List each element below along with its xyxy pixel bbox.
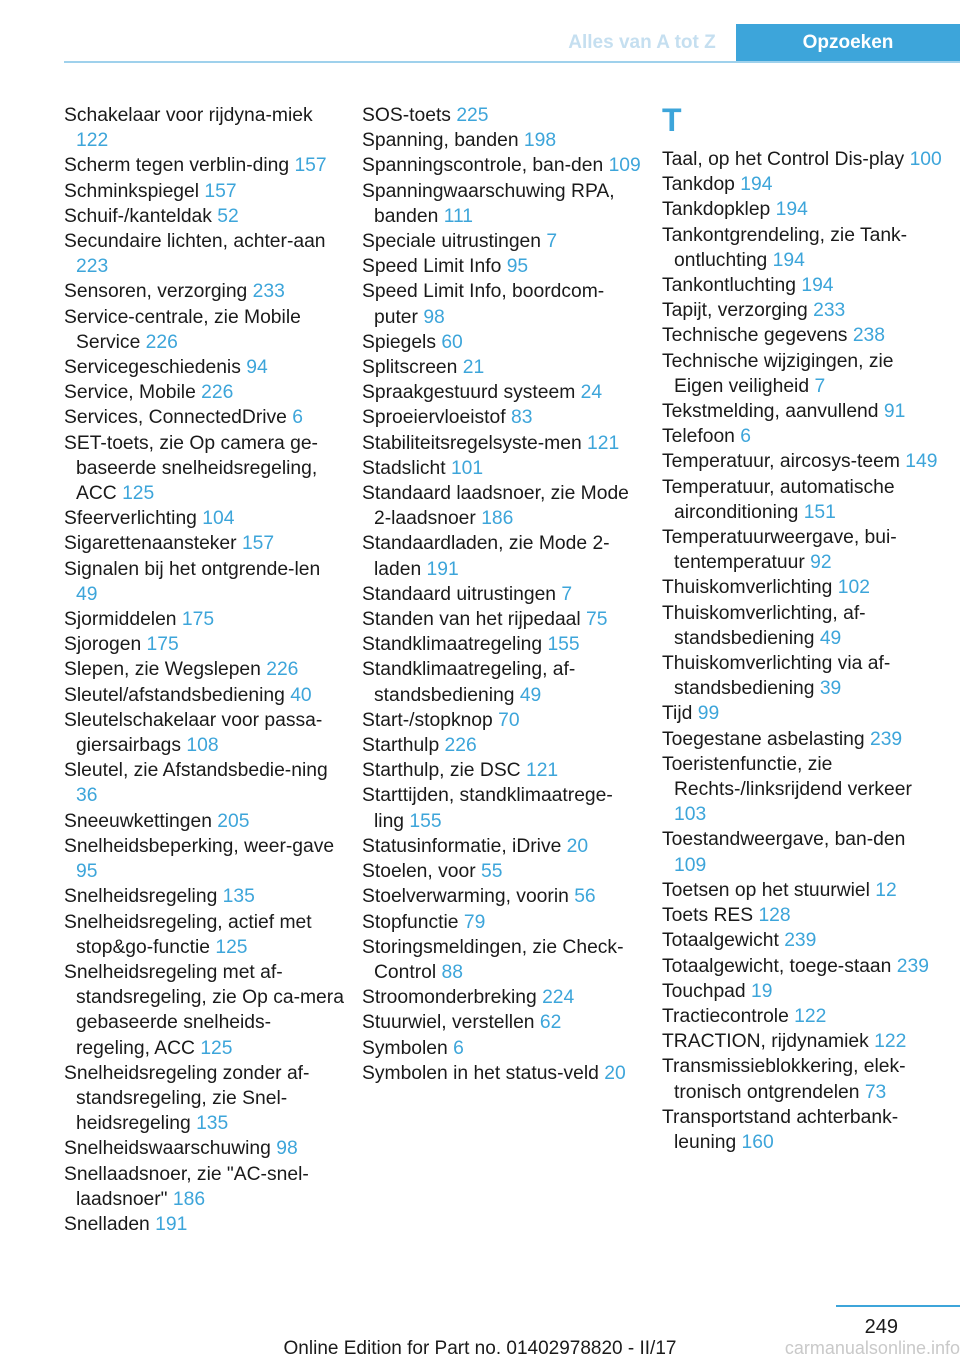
page-link[interactable]: 102	[837, 577, 870, 599]
index-entry	[64, 103, 344, 153]
index-entry-text: Stopfunctie	[362, 911, 459, 933]
index-entry	[362, 884, 642, 909]
index-entry-text: Stoelen, voor	[362, 861, 476, 883]
index-entry-text: Symbolen in het status-veld	[362, 1062, 599, 1084]
index-entry-text: Starttijden, standklimaatrege-ling	[362, 785, 613, 832]
index-entry	[64, 809, 344, 834]
index-column-1	[64, 103, 344, 1237]
index-entry	[362, 380, 642, 405]
page-link[interactable]: 12	[875, 879, 897, 901]
index-entry	[662, 575, 942, 600]
index-entry-text: Sleutelschakelaar voor passa-giersairbags	[64, 709, 323, 757]
index-entry	[662, 147, 942, 172]
page-link[interactable]: 121	[587, 432, 620, 454]
index-entry-text: Scherm tegen verblin-ding	[64, 155, 290, 177]
page-link[interactable]: 6	[292, 407, 303, 429]
index-entry-text: Schakelaar voor rijdyna-miek	[64, 105, 313, 126]
index-entry	[362, 128, 642, 153]
index-entry	[64, 657, 344, 682]
index-column-3	[662, 103, 942, 1155]
page-link[interactable]: 98	[276, 1138, 298, 1160]
index-entry-text: Stoelverwarming, voorin	[362, 886, 569, 908]
index-entry-text: Starthulp	[362, 735, 440, 757]
index-entry	[662, 298, 942, 323]
page-link[interactable]: 83	[510, 407, 533, 429]
index-entry	[362, 254, 642, 279]
page-link[interactable]: 155	[547, 634, 580, 656]
page-link[interactable]: 233	[813, 300, 846, 322]
index-entry-text: Snelheidsregeling met af-standsregeling, zie Op ca-mera gebaseerde snelheids-regeling, ACC	[64, 961, 344, 1059]
index-entry-text: Speed Limit Info, boordcom-puter	[362, 281, 605, 328]
index-entry-text: Temperatuur, aircosys-teem	[662, 451, 900, 473]
index-entry	[64, 279, 344, 304]
index-letter-heading: T	[662, 102, 682, 138]
index-entry	[362, 632, 642, 657]
index-entry	[662, 752, 942, 828]
page-link[interactable]: 122	[794, 1005, 827, 1027]
index-entry-text: Thuiskomverlichting, af-standsbediening	[662, 602, 866, 649]
index-entry-text: Tapijt, verzorging	[662, 300, 808, 322]
index-entry-text: Toetsen op het stuurwiel	[662, 879, 870, 901]
page-link[interactable]: 135	[222, 886, 255, 908]
index-entry	[662, 424, 942, 449]
index-entry	[362, 1061, 642, 1086]
index-entry	[64, 305, 344, 355]
page-link[interactable]: 125	[215, 936, 248, 958]
page-link[interactable]: 111	[443, 205, 474, 227]
page-link[interactable]: 92	[810, 552, 832, 574]
index-entry	[662, 475, 942, 525]
index-entry-text: Toets RES	[662, 905, 754, 927]
edition-note: Online Edition for Part no. 01402978820 - II/17	[283, 1338, 677, 1359]
index-entry-text: Sleutel/afstandsbediening	[64, 684, 285, 706]
index-entry	[662, 878, 942, 903]
page-link[interactable]: 108	[186, 735, 219, 757]
index-entry	[362, 531, 642, 581]
page-link[interactable]: 40	[290, 684, 312, 706]
index-entry-text: Slepen, zie Wegslepen	[64, 659, 261, 681]
index-entry	[362, 355, 642, 380]
index-entry	[362, 985, 642, 1010]
index-entry	[662, 1105, 942, 1155]
index-entry-text: Taal, op het Control Dis-play	[662, 149, 905, 170]
page-link[interactable]: 20	[566, 835, 589, 857]
index-entry	[362, 935, 642, 985]
index-entry-text: Secundaire lichten, achter-aan	[64, 231, 326, 253]
index-entry-text: Totaalgewicht	[662, 930, 779, 952]
index-entry	[362, 481, 642, 531]
index-entry	[662, 928, 942, 953]
index-entry	[362, 1036, 642, 1061]
page-link[interactable]: 36	[76, 785, 98, 807]
index-entry-text: Standklimaatregeling	[362, 634, 543, 656]
index-entry	[64, 506, 344, 531]
index-entry-text: SOS-toets	[362, 105, 451, 126]
index-entry	[362, 758, 642, 783]
index-entry-text: Sjorogen	[64, 634, 142, 656]
index-entry	[64, 632, 344, 657]
index-entry-text: Thuiskomverlichting	[662, 577, 833, 599]
page-link[interactable]: 175	[146, 634, 179, 656]
index-entry	[662, 223, 942, 273]
index-entry	[662, 273, 942, 298]
index-entry	[64, 1212, 344, 1237]
page-link[interactable]: 49	[819, 627, 842, 649]
page-link[interactable]: 160	[741, 1131, 774, 1153]
page-link[interactable]: 191	[155, 1213, 188, 1235]
page-link[interactable]: 103	[674, 804, 707, 826]
index-entry	[662, 954, 942, 979]
page-link[interactable]: 157	[294, 155, 327, 177]
index-entry-text: Spanningscontrole, ban-den	[362, 155, 604, 177]
page-link[interactable]: 157	[204, 180, 237, 202]
index-entry	[662, 1054, 942, 1104]
index-entry	[362, 582, 642, 607]
index-entry-text: Servicegeschiedenis	[64, 357, 241, 379]
page-link[interactable]: 151	[803, 501, 836, 523]
page-number: 249	[864, 1316, 898, 1338]
index-entry-text: Snelheidsregeling, actief met stop&go-functie	[64, 911, 312, 958]
index-entry-text: Tekstmelding, aanvullend	[662, 401, 879, 423]
index-entry-text: Telefoon	[662, 426, 735, 448]
page-link[interactable]: 239	[784, 930, 817, 952]
page-link[interactable]: 19	[750, 980, 773, 1002]
page-link[interactable]: 239	[896, 955, 929, 977]
page-link[interactable]: 55	[480, 861, 503, 883]
page-link[interactable]: 226	[444, 735, 477, 757]
index-entry	[64, 1061, 344, 1137]
page-link[interactable]: 226	[145, 331, 178, 353]
active-tab[interactable]: Opzoeken	[736, 24, 960, 61]
page-link[interactable]: 98	[423, 306, 445, 328]
page-link[interactable]: 155	[409, 810, 442, 832]
index-entry-text: Transportstand achterbank-leuning	[662, 1106, 899, 1153]
index-entry	[64, 758, 344, 808]
index-entry	[662, 701, 942, 726]
page-link[interactable]: 7	[814, 375, 826, 397]
index-entry-text: Spraakgestuurd systeem	[362, 382, 576, 404]
page-header	[0, 0, 960, 66]
page-link[interactable]: 94	[246, 357, 268, 379]
index-entry	[64, 380, 344, 405]
index-entry-text: Standaardladen, zie Mode 2-laden	[362, 533, 610, 580]
index-entry	[362, 733, 642, 758]
index-entry	[662, 827, 942, 877]
page-link[interactable]: 125	[200, 1037, 233, 1059]
page-link[interactable]: 194	[740, 174, 773, 196]
page-link[interactable]: 24	[580, 382, 603, 404]
page-link[interactable]: 60	[441, 331, 463, 353]
page-link[interactable]: 95	[506, 256, 529, 278]
index-entry	[662, 349, 942, 399]
page-link[interactable]: 122	[874, 1031, 907, 1053]
page-link[interactable]: 88	[441, 961, 463, 983]
index-entry-text: Tankdopklep	[662, 199, 771, 221]
index-entry-text: Snelheidsbeperking, weer-gave	[64, 835, 335, 857]
index-entry-text: TRACTION, rijdynamiek	[662, 1031, 869, 1053]
index-entry	[662, 197, 942, 222]
index-entry-text: Symbolen	[362, 1037, 448, 1059]
page-link[interactable]: 149	[905, 451, 938, 473]
page-link[interactable]: 7	[546, 231, 558, 253]
index-entry	[362, 179, 642, 229]
index-entry	[64, 531, 344, 556]
index-entry-text: Standaard uitrustingen	[362, 583, 557, 605]
index-entry-text: Sensoren, verzorging	[64, 281, 248, 303]
index-entry	[362, 279, 642, 329]
index-entry-text: Service, Mobile	[64, 382, 196, 404]
index-entry	[362, 657, 642, 707]
index-entry-text: Sjormiddelen	[64, 609, 177, 631]
page-link[interactable]: 49	[76, 583, 98, 605]
page-link[interactable]: 101	[450, 457, 484, 479]
index-entry	[64, 355, 344, 380]
page-link[interactable]: 122	[76, 130, 109, 152]
index-entry-text: Stabiliteitsregelsyste-men	[362, 432, 582, 454]
index-entry-text: Totaalgewicht, toege-staan	[662, 955, 892, 977]
index-entry-text: Standen van het rijpedaal	[362, 609, 581, 631]
header-divider	[64, 61, 960, 63]
page-link[interactable]: 91	[883, 401, 906, 423]
index-entry-text: Standklimaatregeling, af-standsbediening	[362, 659, 576, 706]
index-entry-text: Touchpad	[662, 980, 746, 1002]
index-entry	[362, 456, 642, 481]
page-link[interactable]: 6	[453, 1037, 464, 1059]
index-entry-text: Toegestane asbelasting	[662, 728, 865, 750]
index-entry-text: Tractiecontrole	[662, 1005, 789, 1027]
index-entry	[64, 557, 344, 607]
page-link[interactable]: 56	[574, 886, 596, 908]
page-link[interactable]: 79	[463, 911, 486, 933]
index-entry-text: Services, ConnectedDrive	[64, 407, 287, 429]
index-entry	[64, 834, 344, 884]
index-entry-text: Splitscreen	[362, 357, 458, 379]
index-entry	[362, 607, 642, 632]
index-entry-text: Start-/stopknop	[362, 709, 493, 731]
page-link[interactable]: 62	[539, 1012, 562, 1034]
page-link[interactable]: 99	[697, 703, 720, 725]
page-link[interactable]: 194	[772, 249, 805, 271]
page-link[interactable]: 198	[523, 130, 557, 152]
index-entry-text: Snelheidsregeling	[64, 886, 218, 908]
index-entry	[64, 179, 344, 204]
index-entry-text: Temperatuurweergave, bui-tentemperatuur	[662, 527, 897, 574]
index-entry-text: Schuif-/kanteldak	[64, 205, 212, 227]
index-entry-text: Tankontluchting	[662, 275, 796, 297]
page-link[interactable]: 225	[456, 105, 489, 126]
index-entry	[362, 103, 642, 128]
page-link[interactable]: 20	[604, 1062, 626, 1084]
index-entry-text: Spanning, banden	[362, 130, 519, 152]
index-entry-text: Signalen bij het ontgrende-len	[64, 558, 321, 580]
index-entry	[64, 607, 344, 632]
page-link[interactable]: 6	[740, 426, 751, 448]
page-link[interactable]: 70	[498, 709, 520, 731]
index-entry	[362, 431, 642, 456]
page-link[interactable]: 223	[76, 256, 109, 278]
index-entry-text: Transmissieblokkering, elek-tronisch ontgrendelen	[662, 1056, 906, 1103]
index-entry-text: Statusinformatie, iDrive	[362, 835, 562, 857]
page-link[interactable]: 238	[852, 325, 885, 347]
index-entry-text: Starthulp, zie DSC	[362, 760, 521, 782]
index-entry-text: Stuurwiel, verstellen	[362, 1012, 535, 1034]
index-entry-text: Stadslicht	[362, 457, 446, 479]
index-entry	[662, 1029, 942, 1054]
page-link[interactable]: 95	[76, 861, 98, 883]
page-link[interactable]: 73	[864, 1081, 887, 1103]
page-link[interactable]: 194	[775, 199, 808, 221]
index-entry-text: Technische gegevens	[662, 325, 848, 347]
index-entry-text: Sleutel, zie Afstandsbedie-ning	[64, 760, 328, 782]
page-link[interactable]: 175	[181, 609, 215, 631]
page-link[interactable]: 109	[608, 155, 641, 177]
index-entry-text: Tankontgrendeling, zie Tank-ontluchting	[662, 224, 908, 271]
index-entry	[64, 229, 344, 279]
index-entry	[662, 172, 942, 197]
index-entry	[64, 431, 344, 507]
index-entry	[362, 859, 642, 884]
index-entry	[362, 1010, 642, 1035]
index-entry	[362, 910, 642, 935]
page-link[interactable]: 100	[909, 149, 942, 170]
index-entry-text: Stroomonderbreking	[362, 987, 537, 1009]
index-entry	[662, 727, 942, 752]
index-entry	[662, 601, 942, 651]
page-link[interactable]: 205	[217, 810, 250, 832]
page-link[interactable]: 49	[519, 684, 542, 706]
index-entry-text: Spiegels	[362, 331, 436, 353]
page-link[interactable]: 7	[561, 583, 573, 605]
page-link[interactable]: 135	[196, 1113, 229, 1135]
index-entry-text: Toestandweergave, ban-den	[662, 829, 906, 851]
index-entry-text: Thuiskomverlichting via af-standsbediening	[662, 653, 891, 700]
page-link[interactable]: 226	[266, 659, 299, 681]
page-link[interactable]: 186	[481, 508, 514, 530]
index-entry	[64, 910, 344, 960]
index-entry-text: Spanningwaarschuwing RPA, banden	[362, 180, 615, 227]
page-link[interactable]: 128	[758, 905, 791, 927]
page-link[interactable]: 224	[542, 987, 575, 1009]
index-entry	[362, 153, 642, 178]
index-entry-text: Storingsmeldingen, zie Check-Control	[362, 936, 624, 983]
index-entry	[64, 405, 344, 430]
index-entry	[662, 1004, 942, 1029]
index-entry	[662, 525, 942, 575]
index-entry-text: Sfeerverlichting	[64, 508, 197, 530]
index-entry	[362, 330, 642, 355]
index-entry-text: Temperatuur, automatische airconditioning	[662, 476, 895, 523]
index-entry	[64, 204, 344, 229]
page-link[interactable]: 233	[252, 281, 285, 303]
index-entry-text: Schminkspiegel	[64, 180, 200, 202]
page-link[interactable]: 157	[241, 533, 275, 555]
index-entry-text: Sneeuwkettingen	[64, 810, 212, 832]
index-entry-text: Sigarettenaansteker	[64, 533, 237, 555]
page-link[interactable]: 39	[819, 678, 842, 700]
index-entry	[64, 1162, 344, 1212]
index-entry	[662, 399, 942, 424]
index-entry	[362, 834, 642, 859]
index-entry	[662, 651, 942, 701]
index-entry-text: Sproeiervloeistof	[362, 407, 506, 429]
index-entry	[362, 783, 642, 833]
section-tab[interactable]: Alles van A tot Z	[568, 32, 716, 53]
index-entry	[64, 708, 344, 758]
page-link[interactable]: 191	[426, 558, 459, 580]
index-entry	[362, 229, 642, 254]
index-entry-text: Snellaadsnoer, zie "AC-snel-laadsnoer"	[64, 1163, 309, 1210]
index-entry	[64, 960, 344, 1061]
index-entry-text: Tankdop	[662, 174, 735, 196]
page-link[interactable]: 125	[122, 483, 155, 505]
page-link[interactable]: 239	[869, 728, 903, 750]
page-link[interactable]: 21	[462, 357, 485, 379]
index-entry	[662, 449, 942, 474]
index-entry-text: Standaard laadsnoer, zie Mode 2-laadsnoer	[362, 483, 629, 530]
footer-divider	[836, 1305, 960, 1307]
index-entry-text: Speciale uitrustingen	[362, 231, 542, 253]
page-link[interactable]: 121	[525, 760, 559, 782]
page-link[interactable]: 186	[172, 1188, 206, 1210]
page-link[interactable]: 226	[201, 382, 234, 404]
page-link[interactable]: 75	[586, 609, 608, 631]
page-link[interactable]: 109	[674, 854, 707, 876]
index-entry-text: Toeristenfunctie, zie Rechts-/linksrijdend verkeer	[662, 753, 912, 801]
index-entry	[362, 405, 642, 430]
index-entry-text: Speed Limit Info	[362, 256, 502, 278]
page-link[interactable]: 194	[801, 275, 834, 297]
index-entry	[662, 903, 942, 928]
index-entry-text: Snelheidsregeling zonder af-standsregeling, zie Snel-heidsregeling	[64, 1062, 310, 1135]
index-entry	[362, 708, 642, 733]
index-entry	[64, 683, 344, 708]
index-entry-text: Service-centrale, zie Mobile Service	[64, 306, 301, 353]
index-entry-text: Tijd	[662, 703, 693, 725]
index-entry	[662, 979, 942, 1004]
index-entry-text: Technische wijzigingen, zie Eigen veiligheid	[662, 350, 894, 397]
index-entry	[64, 1136, 344, 1161]
index-entry-text: SET-toets, zie Op camera ge-baseerde snelheidsregeling, ACC	[64, 432, 318, 505]
page-link[interactable]: 104	[202, 508, 235, 530]
index-column-2	[362, 103, 642, 1086]
index-entry-text: Snelladen	[64, 1213, 150, 1235]
index-entry	[64, 153, 344, 178]
index-entry	[662, 323, 942, 348]
index-entry	[64, 884, 344, 909]
page-link[interactable]: 52	[217, 205, 239, 227]
index-entry-text: Snelheidswaarschuwing	[64, 1138, 271, 1160]
watermark: carmanualsonline.info	[784, 1338, 960, 1358]
